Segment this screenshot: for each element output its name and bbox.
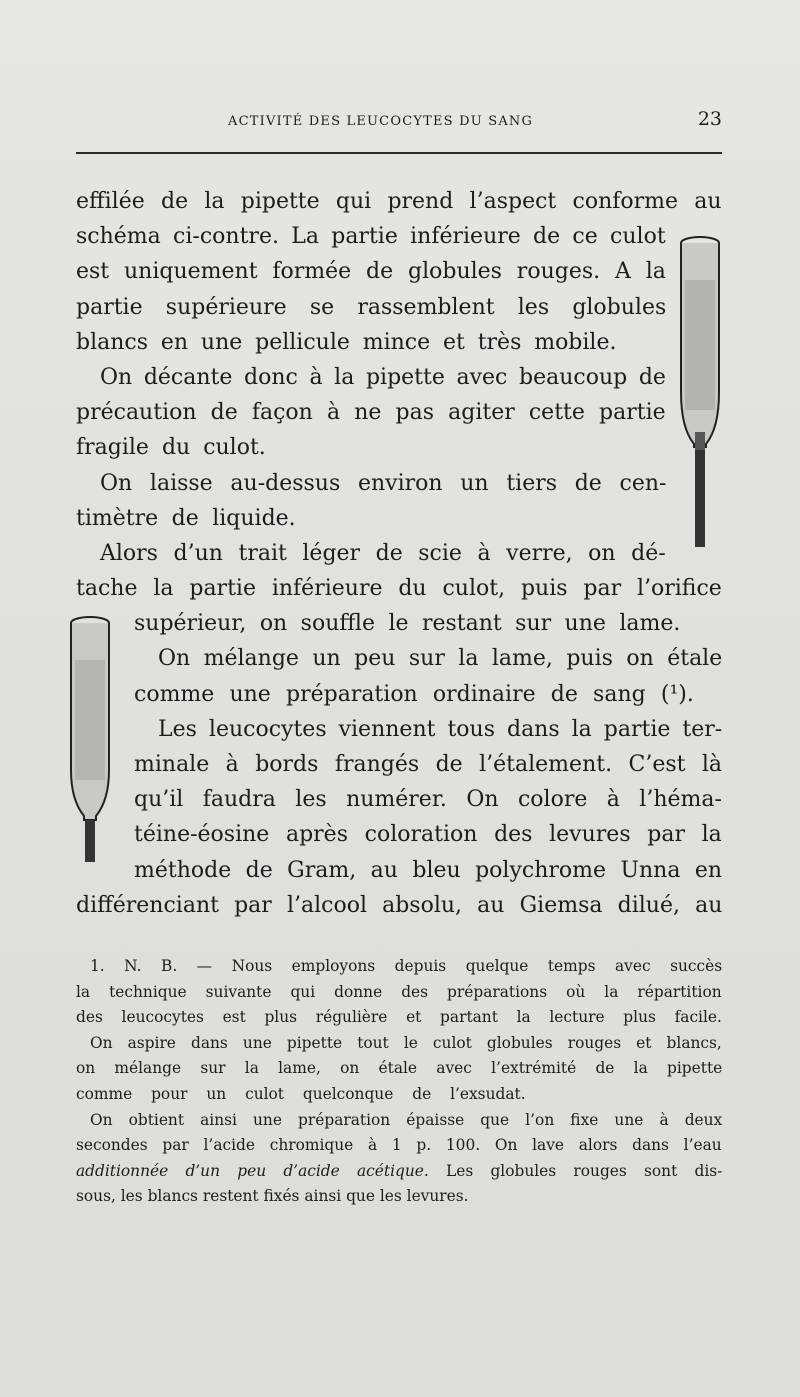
- text-line: [76, 536, 722, 571]
- running-title: ACTIVITÉ DES LEUCOCYTES DU SANG: [228, 114, 534, 129]
- footnote-line: [76, 1082, 722, 1108]
- text-line-content: comme une préparation ordinaire de sang (¹).: [134, 681, 694, 707]
- text-line: [76, 219, 722, 254]
- text-line-content: On laisse au-dessus environ un tiers de cen-: [100, 470, 667, 496]
- text-line: [76, 254, 722, 289]
- text-line-content: On décante donc à la pipette avec beaucoup de: [100, 364, 666, 390]
- text-line: [76, 290, 722, 325]
- header-rule: [76, 152, 722, 154]
- text-line-content: est uniquement formée de globules rouges. A la: [76, 259, 666, 285]
- pipette-lower-figure: [68, 610, 116, 865]
- text-line: [76, 395, 722, 430]
- text-line: [76, 712, 722, 747]
- text-line-content: Les leucocytes viennent tous dans la partie ter-: [158, 716, 723, 742]
- footnote-line-content: On aspire dans une pipette tout le culot globules rouges et blancs,: [90, 1033, 722, 1052]
- text-line-content: fragile du culot.: [76, 435, 266, 461]
- footnote: [76, 954, 722, 1210]
- text-line-content: méthode de Gram, au bleu polychrome Unna en: [134, 857, 723, 883]
- text-line: [76, 501, 722, 536]
- text-line-content: timètre de liquide.: [76, 505, 296, 531]
- text-line: [76, 466, 722, 501]
- text-line: [76, 430, 722, 465]
- footnote-line: [76, 980, 722, 1006]
- footnote-line-content: la technique suivante qui donne des préparations où la répartition: [76, 982, 722, 1001]
- footnote-line: [76, 1031, 722, 1057]
- text-line: [76, 782, 722, 817]
- page-header: [76, 104, 722, 144]
- footnote-line: [76, 1108, 722, 1134]
- text-line-content: précaution de façon à ne pas agiter cette partie: [76, 400, 666, 426]
- text-line: [76, 677, 722, 712]
- footnote-line-content: On obtient ainsi une préparation épaisse que l’on fixe une à deux: [90, 1110, 723, 1129]
- text-line-content: partie supérieure se rassemblent les globules: [76, 294, 667, 320]
- pipette-upper-figure: [676, 232, 726, 557]
- text-line: [76, 747, 722, 782]
- footnote-line-content: [76, 1159, 722, 1185]
- footnote-roman-text: Les globules rouges sont dis-: [428, 1161, 723, 1180]
- text-line: [76, 888, 722, 923]
- text-line: [76, 853, 722, 888]
- footnote-line-content: 1. N. B. — Nous employons depuis quelque temps avec succès: [90, 957, 723, 975]
- page-number: 23: [697, 108, 722, 130]
- footnote-line-content: des leucocytes est plus régulière et partant la lecture plus facile.: [76, 1008, 722, 1027]
- text-line-content: schéma ci-contre. La partie inférieure de ce culot: [76, 224, 666, 250]
- footnote-italic-text: additionnée d’un peu d’acide acétique.: [76, 1161, 429, 1180]
- footnote-line: [76, 1133, 722, 1159]
- text-line: [76, 641, 722, 676]
- text-line: [76, 184, 722, 219]
- text-line-content: téine-éosine après coloration des levures par la: [134, 822, 722, 848]
- text-line-content: blancs en une pellicule mince et très mobile.: [76, 329, 617, 355]
- footnote-line-content: sous, les blancs restent fixés ainsi que les levures.: [76, 1187, 469, 1206]
- footnote-line: [76, 1056, 722, 1082]
- text-line: [76, 571, 722, 606]
- text-line: [76, 606, 722, 641]
- text-line-content: Alors d’un trait léger de scie à verre, on dé-: [100, 540, 666, 566]
- footnote-line-content: comme pour un culot quelconque de l’exsudat.: [76, 1084, 526, 1103]
- text-line-content: qu’il faudra les numérer. On colore à l’héma-: [134, 787, 722, 813]
- text-line-content: tache la partie inférieure du culot, puis par l’orifice: [76, 576, 722, 602]
- footnote-line-content: on mélange sur la lame, on étale avec l’extrémité de la pipette: [76, 1059, 723, 1078]
- text-line: [76, 360, 722, 395]
- footnote-line-content: secondes par l’acide chromique à 1 p. 100. On lave alors dans l’eau: [76, 1136, 722, 1155]
- footnote-line: [76, 1159, 722, 1185]
- text-line-content: supérieur, on souffle le restant sur une lame.: [134, 611, 681, 637]
- text-line-content: effilée de la pipette qui prend l’aspect conforme au: [76, 189, 722, 214]
- text-line-content: différenciant par l’alcool absolu, au Giemsa dilué, au: [76, 892, 723, 918]
- text-line-content: On mélange un peu sur la lame, puis on étale: [158, 646, 723, 672]
- text-line: [76, 325, 722, 360]
- footnote-line: [76, 1184, 722, 1210]
- text-line-content: minale à bords frangés de l’étalement. C’est là: [134, 752, 723, 777]
- footnote-line: [76, 1005, 722, 1031]
- text-line: [76, 817, 722, 852]
- footnote-line: [76, 954, 722, 980]
- body-text: [76, 184, 722, 923]
